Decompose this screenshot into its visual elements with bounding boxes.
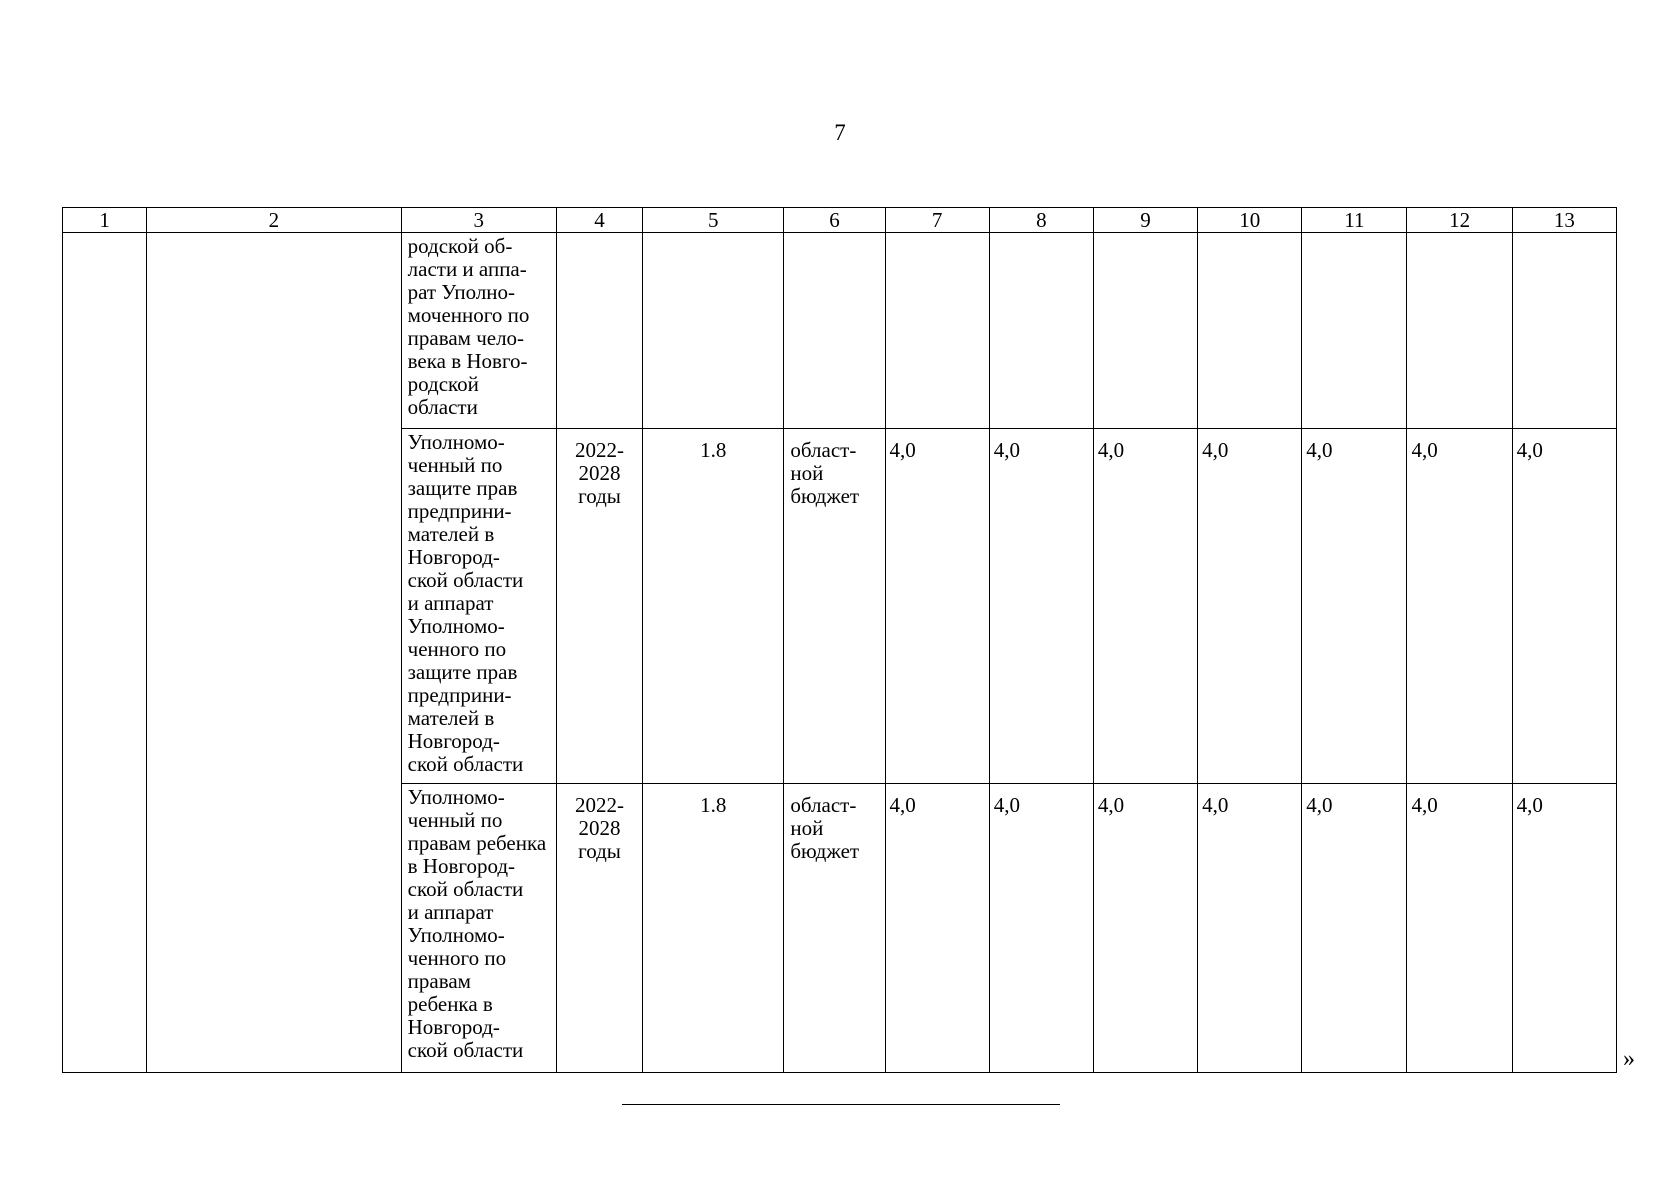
value-cell: 4,0 — [1302, 784, 1407, 1073]
header-cell: 5 — [643, 208, 784, 233]
value-cell: 4,0 — [885, 429, 989, 784]
header-cell: 10 — [1198, 208, 1302, 233]
page-number: 7 — [834, 120, 846, 145]
header-cell: 9 — [1093, 208, 1197, 233]
value-cell — [1302, 233, 1407, 429]
value-cell: 4,0 — [1407, 429, 1512, 784]
value-cell: 4,0 — [1093, 784, 1197, 1073]
period-cell: 2022- 2028 годы — [556, 784, 642, 1073]
header-cell: 6 — [784, 208, 885, 233]
value-cell: 4,0 — [989, 429, 1093, 784]
value-cell — [1093, 233, 1197, 429]
source-cell: област- ной бюджет — [784, 429, 885, 784]
table-header-row — [63, 208, 1617, 233]
header-cell: 11 — [1302, 208, 1407, 233]
budget-table — [62, 207, 1617, 1073]
value-cell: 4,0 — [1198, 429, 1302, 784]
responsible-cell: Уполномо- ченный по правам ребенка в Новгород- ской области и аппарат Уполномо- ченного по правам ребенка в Новгород- ской области — [401, 784, 556, 1073]
value-cell — [1512, 233, 1616, 429]
footer-divider — [622, 1104, 1060, 1105]
col1-cell — [63, 233, 147, 1073]
value-cell: 4,0 — [1512, 429, 1616, 784]
value-cell — [1198, 233, 1302, 429]
header-cell: 7 — [885, 208, 989, 233]
value-cell: 4,0 — [1302, 429, 1407, 784]
period-cell — [556, 233, 642, 429]
header-cell: 3 — [401, 208, 556, 233]
value-cell: 4,0 — [1198, 784, 1302, 1073]
header-cell: 12 — [1407, 208, 1512, 233]
col2-cell — [147, 233, 401, 1073]
value-cell: 4,0 — [1093, 429, 1197, 784]
table-row — [63, 233, 1617, 429]
header-cell: 2 — [147, 208, 401, 233]
value-cell: 4,0 — [885, 784, 989, 1073]
value-cell — [885, 233, 989, 429]
value-cell — [1407, 233, 1512, 429]
value-cell: 4,0 — [1512, 784, 1616, 1073]
value-cell: 4,0 — [989, 784, 1093, 1073]
closing-quote: » — [1623, 1046, 1635, 1072]
target-cell: 1.8 — [643, 429, 784, 784]
source-cell: област- ной бюджет — [784, 784, 885, 1073]
header-cell: 1 — [63, 208, 147, 233]
source-cell — [784, 233, 885, 429]
target-cell: 1.8 — [643, 784, 784, 1073]
value-cell — [989, 233, 1093, 429]
period-cell: 2022- 2028 годы — [556, 429, 642, 784]
header-cell: 4 — [556, 208, 642, 233]
header-cell: 8 — [989, 208, 1093, 233]
target-cell — [643, 233, 784, 429]
responsible-cell: Уполномо- ченный по защите прав предприни- мателей в Новгород- ской области и аппарат Уполномо- ченного по защите прав предприни- мателей в Новгород- ской области — [401, 429, 556, 784]
responsible-cell: родской об- ласти и аппа- рат Уполно- моченного по правам чело- века в Новго- родской области — [401, 233, 556, 429]
header-cell: 13 — [1512, 208, 1616, 233]
value-cell: 4,0 — [1407, 784, 1512, 1073]
